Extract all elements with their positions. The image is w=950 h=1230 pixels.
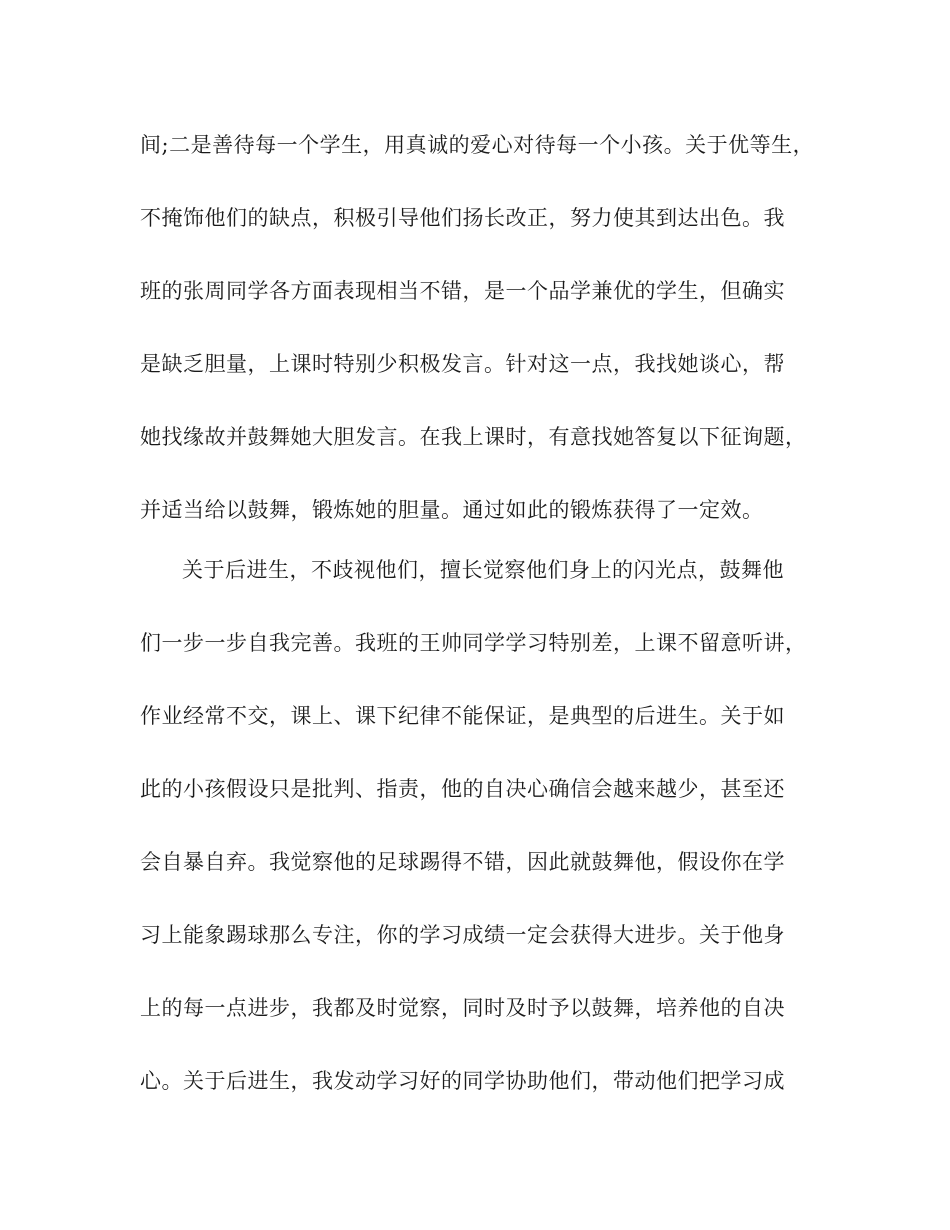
text-line: 她找缘故并鼓舞她大胆发言。在我上课时，有意找她答复以下征询题， [140,425,807,449]
text-line: 心。关于后进生，我发动学习好的同学协助他们，带动他们把学习成 [140,1069,785,1093]
text-line: 作业经常不交，课上、课下纪律不能保证，是典型的后进生。关于如 [140,704,785,728]
text-line: 们一步一步自我完善。我班的王帅同学学习特别差，上课不留意听讲， [140,631,807,655]
text-line: 此的小孩假设只是批判、指责，他的自决心确信会越来越少，甚至还 [140,777,785,801]
text-line: 并适当给以鼓舞，锻炼她的胆量。通过如此的锻炼获得了一定效。 [140,498,764,522]
text-line: 不掩饰他们的缺点，积极引导他们扬长改正，努力使其到达出色。我 [140,206,785,230]
text-line: 是缺乏胆量，上课时特别少积极发言。针对这一点，我找她谈心，帮 [140,352,785,376]
text-line: 间;二是善待每一个学生，用真诚的爱心对待每一个小孩。关于优等生， [140,133,815,157]
paragraph-first-line: 关于后进生，不歧视他们，擅长觉察他们身上的闪光点，鼓舞他 [182,558,784,582]
text-line: 班的张周同学各方面表现相当不错，是一个品学兼优的学生，但确实 [140,279,785,303]
text-line: 习上能象踢球那么专注，你的学习成绩一定会获得大进步。关于他身 [140,923,785,947]
text-line: 上的每一点进步，我都及时觉察，同时及时予以鼓舞，培养他的自决 [140,996,785,1020]
text-line: 会自暴自弃。我觉察他的足球踢得不错，因此就鼓舞他，假设你在学 [140,850,785,874]
